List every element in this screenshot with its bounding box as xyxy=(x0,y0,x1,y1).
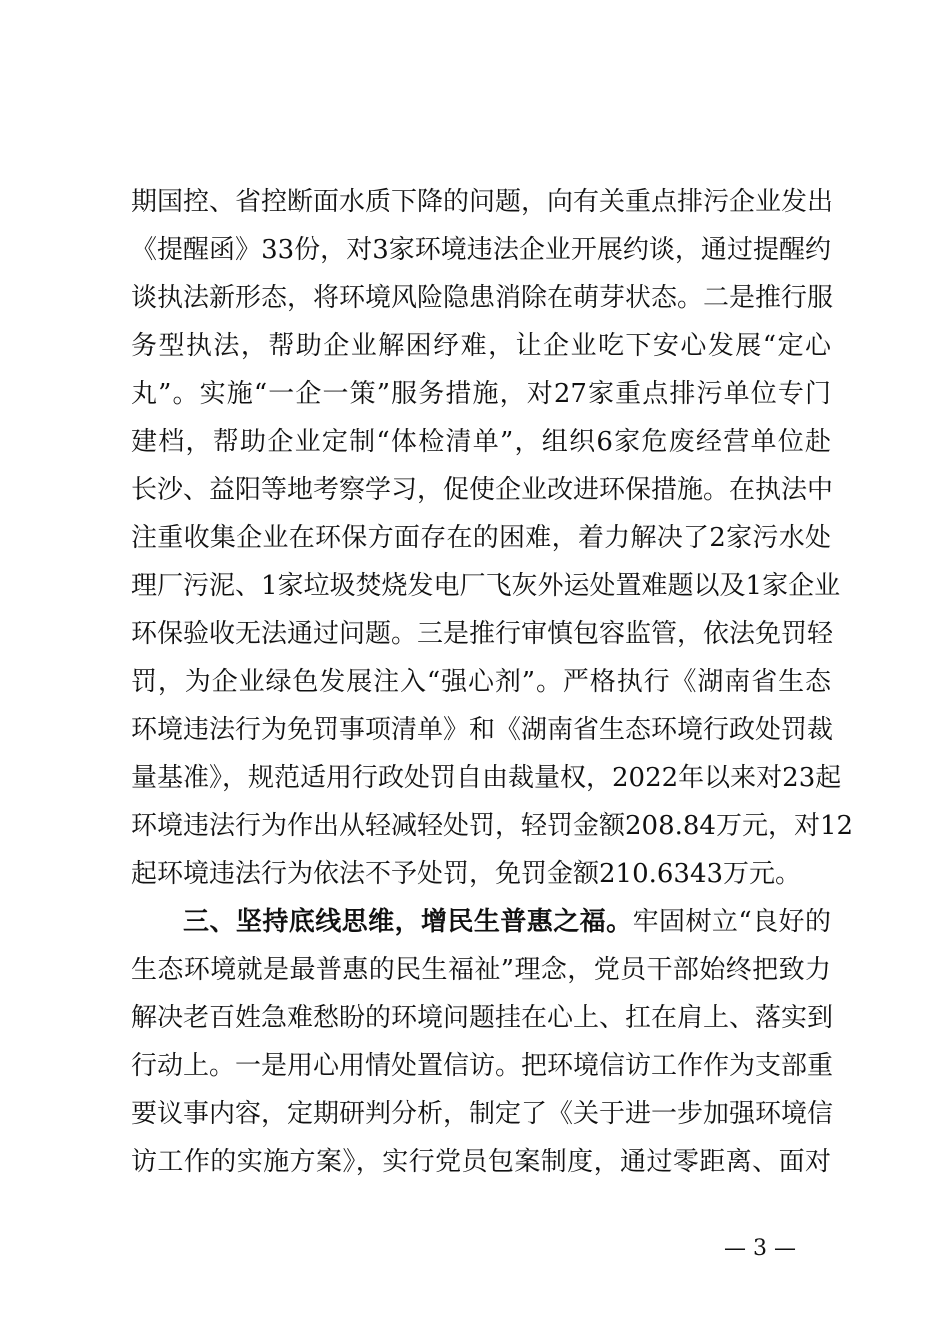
paragraph-line: 谈执法新形态，将环境风险隐患消除在萌芽状态。二是推行服 xyxy=(131,283,834,313)
paragraph-line: 建档，帮助企业定制“体检清单”，组织6家危废经营单位赴 xyxy=(131,427,831,457)
paragraph-line: 务型执法，帮助企业解困纾难，让企业吃下安心发展“定心 xyxy=(131,331,831,361)
section-heading: 三、坚持底线思维，增民生普惠之福。 xyxy=(183,907,633,937)
section-heading-line xyxy=(183,905,831,939)
paragraph-line: 起环境违法行为依法不予处罚，免罚金额210.6343万元。 xyxy=(131,859,802,889)
paragraph-line: 长沙、益阳等地考察学习，促使企业改进环保措施。在执法中 xyxy=(131,475,834,505)
paragraph-line: 注重收集企业在环保方面存在的困难，着力解决了2家污水处 xyxy=(131,523,831,553)
paragraph-line: 环保验收无法通过问题。三是推行审慎包容监管，依法免罚轻 xyxy=(131,619,834,649)
paragraph-line: 环境违法行为作出从轻减轻处罚，轻罚金额208.84万元，对12 xyxy=(131,811,854,841)
paragraph-line: 罚，为企业绿色发展注入“强心剂”。严格执行《湖南省生态 xyxy=(131,667,831,697)
paragraph-line: 访工作的实施方案》，实行党员包案制度，通过零距离、面对 xyxy=(131,1147,831,1177)
paragraph-line: 期国控、省控断面水质下降的问题，向有关重点排污企业发出 xyxy=(131,187,834,217)
paragraph-line: 丸”。实施“一企一策”服务措施，对27家重点排污单位专门 xyxy=(131,379,831,409)
page-number: — 3 — xyxy=(724,1236,796,1261)
paragraph-line: 行动上。一是用心用情处置信访。把环境信访工作作为支部重 xyxy=(131,1051,834,1081)
paragraph-line: 理厂污泥、1家垃圾焚烧发电厂飞灰外运处置难题以及1家企业 xyxy=(131,571,841,601)
paragraph-line: 环境违法行为免罚事项清单》和《湖南省生态环境行政处罚裁 xyxy=(131,715,834,745)
heading-line-rest: 牢固树立“良好的 xyxy=(632,907,831,937)
paragraph-line: 解决老百姓急难愁盼的环境问题挂在心上、扛在肩上、落实到 xyxy=(131,1003,834,1033)
paragraph-line: 量基准》，规范适用行政处罚自由裁量权，2022年以来对23起 xyxy=(131,763,842,793)
paragraph-line: 生态环境就是最普惠的民生福祉”理念，党员干部始终把致力 xyxy=(131,955,831,985)
paragraph-line: 要议事内容，定期研判分析，制定了《关于进一步加强环境信 xyxy=(131,1099,834,1129)
paragraph-line: 《提醒函》33份，对3家环境违法企业开展约谈，通过提醒约 xyxy=(131,235,831,265)
